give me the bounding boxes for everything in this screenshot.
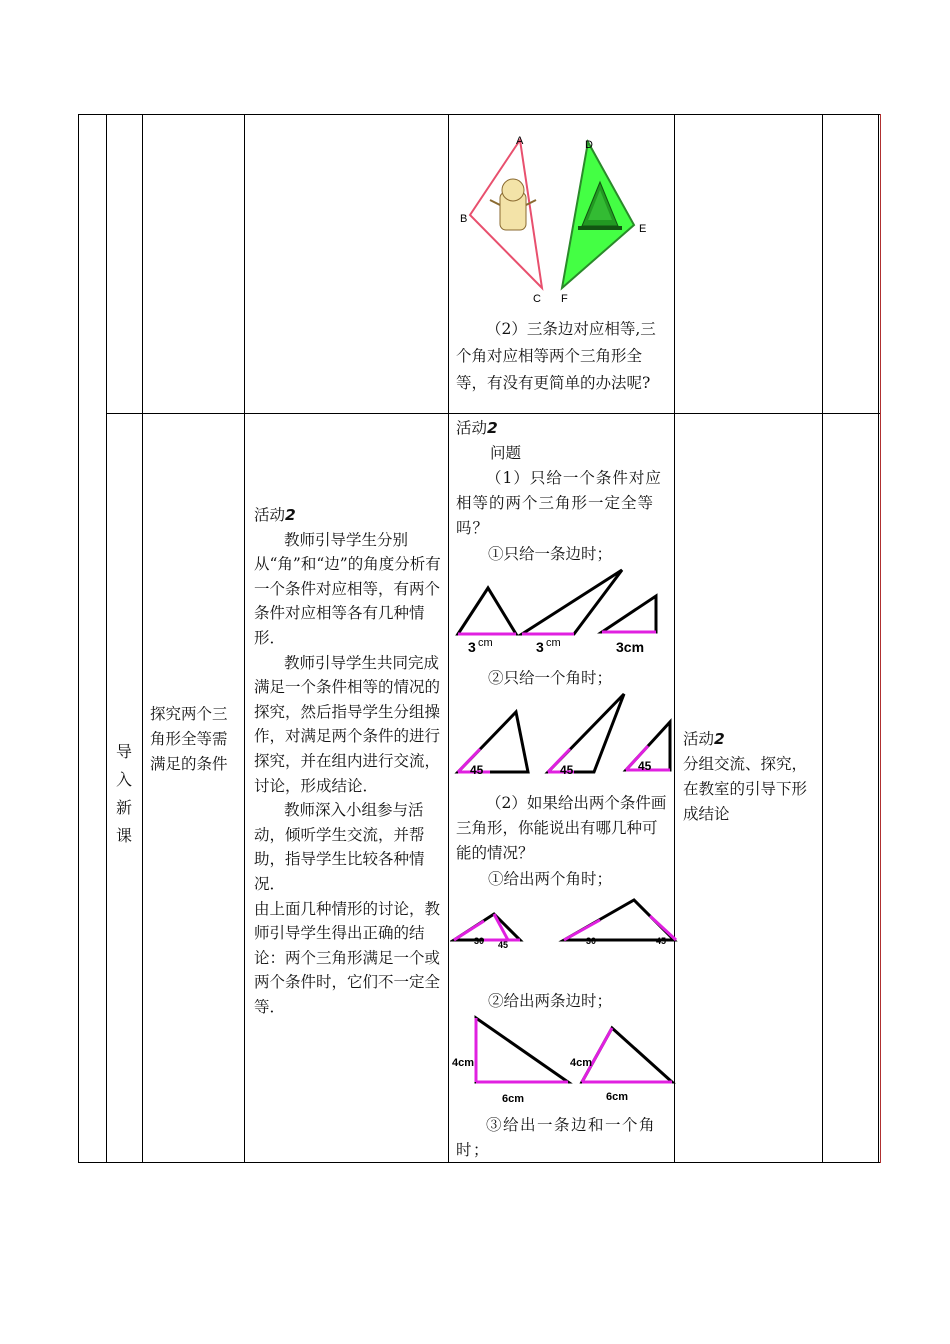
svg-text:45: 45 (638, 759, 652, 773)
svg-text:30: 30 (474, 936, 485, 946)
content-t3: ③给出一条边和一个角时； (456, 1116, 657, 1159)
two-angles-figure (450, 896, 680, 956)
svg-text:45: 45 (498, 940, 509, 950)
label-d: D (585, 139, 593, 151)
label-c: C (533, 293, 541, 305)
content-title: 活动2 (456, 419, 498, 437)
content-q1: （1）只给一个条件对应相等的两个三角形一定全等吗？ (456, 469, 662, 537)
svg-text:6cm: 6cm (606, 1091, 629, 1103)
content-s2: ②只给一个角时； (488, 669, 613, 687)
student-activity-title: 活动2 (683, 730, 725, 748)
stage-label: 导 入 新 课 (115, 742, 132, 845)
student-activity: 活动2 分组交流、探究，在教室的引导下形成结论 (683, 727, 817, 827)
svg-text:3: 3 (468, 639, 476, 655)
content-s1: ①只给一条边时； (488, 545, 613, 563)
svg-text:45: 45 (470, 763, 484, 777)
svg-text:3cm: 3cm (616, 639, 645, 655)
teacher-activity: 活动2 教师引导学生分别从“角”和“边”的角度分析有一个条件对应相等，有两个条件对应相等各有几种情形． 教师引导学生共同完成满足一个条件相等的情况的探究，然后指导学生分组操作，对满足两个条件的进行探究，并在组内进行交流，讨论，形成结论． 教师深入小组参与活动，倾听学生交流，并帮助，指导学生比较各种情况． 由上面几种情形的讨论，教师引导学生得出正确的结论：两个三角形满足一个或两个条件时，它们不一定全等． (254, 503, 442, 1019)
row1-question: （2）三条边对应相等,三个角对应相等两个三角形全等，有没有更简单的办法呢? (456, 320, 656, 392)
label-b: B (460, 213, 468, 225)
two-sides-figure (450, 1014, 676, 1108)
svg-text:4cm: 4cm (452, 1057, 475, 1069)
congruent-triangles-figure (450, 130, 674, 310)
one-side-figure (450, 566, 674, 656)
label-f: F (561, 293, 568, 305)
content-question-head: 问题 (490, 444, 522, 462)
svg-text:4cm: 4cm (570, 1057, 593, 1069)
goal-text: 探究两个三角形全等需满足的条件 (150, 705, 228, 773)
content-t2: ②给出两条边时； (488, 992, 613, 1010)
svg-text:cm: cm (478, 637, 493, 649)
svg-text:45: 45 (656, 936, 667, 946)
svg-text:3: 3 (536, 639, 544, 655)
label-a: A (516, 135, 524, 147)
content-t1: ①给出两个角时； (488, 870, 613, 888)
svg-text:45: 45 (560, 763, 574, 777)
svg-text:cm: cm (546, 637, 561, 649)
svg-text:30: 30 (586, 936, 597, 946)
content-q2: （2）如果给出两个条件画三角形，你能说出有哪几种可能的情况？ (456, 794, 667, 862)
svg-text:6cm: 6cm (502, 1093, 525, 1105)
label-e: E (639, 223, 647, 235)
teacher-activity-title: 活动2 (254, 506, 296, 524)
one-angle-figure (450, 692, 674, 782)
